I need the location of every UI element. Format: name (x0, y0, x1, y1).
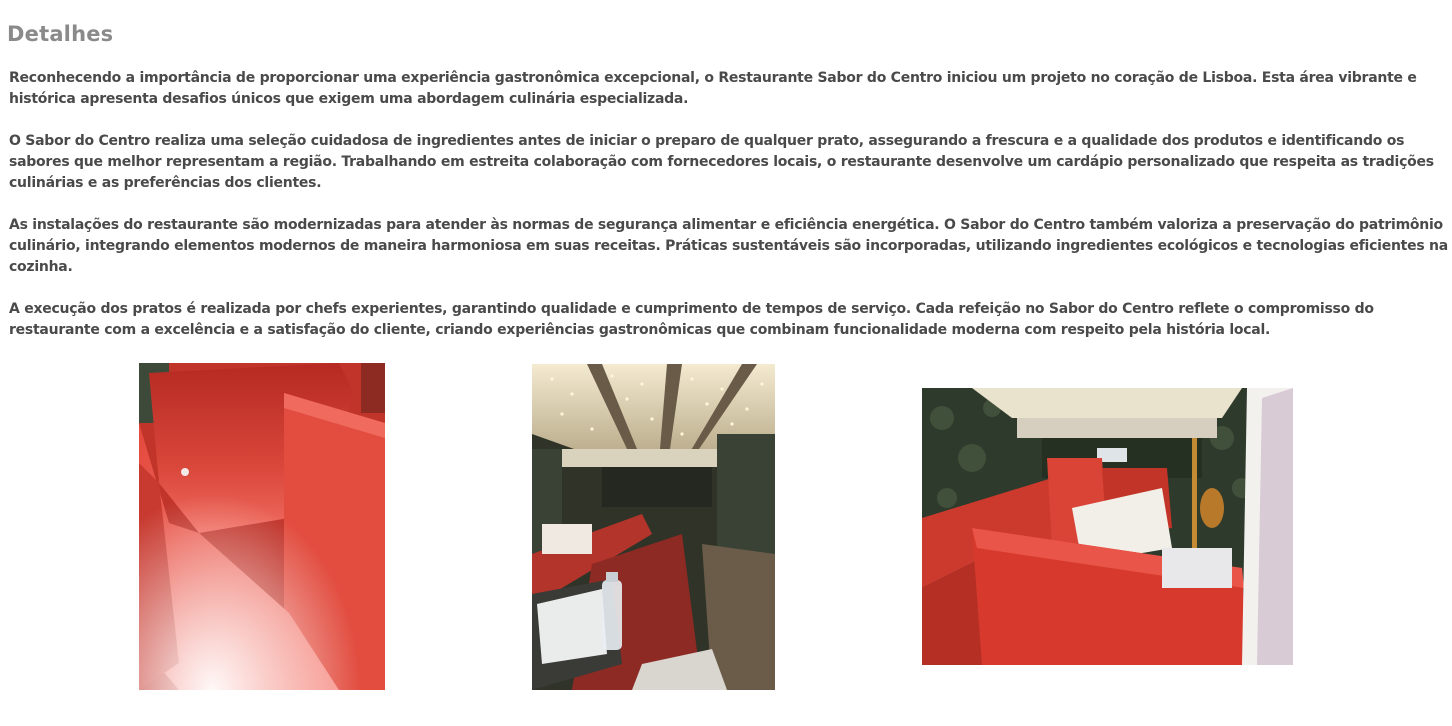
dining-room-lights-photo[interactable] (532, 364, 775, 690)
red-counter-photo[interactable] (922, 388, 1293, 665)
paragraph-3: As instalações do restaurante são modernizadas para atender às normas de segurança alimentar e eficiência energética. O Sabor do Centro também valoriza a preservação do patrimônio culinário, integrando elementos modernos de maneira harmoniosa em suas receitas. Práticas sustentáveis são incorporadas, utilizando ingredientes ecológicos e tecnologias eficientes na cozinha. (9, 217, 1448, 275)
red-booth-image (139, 363, 385, 690)
paragraph-2: O Sabor do Centro realiza uma seleção cuidadosa de ingredientes antes de iniciar o preparo de qualquer prato, assegurando a frescura e a qualidade dos produtos e identificando os sabores que melhor representam a região. Trabalhando em estreita colaboração com fornecedores locais, o restaurante desenvolve um cardápio personalizado que respeita as tradições culinárias e as preferências dos clientes. (9, 133, 1434, 191)
paragraph-1: Reconhecendo a importância de proporcionar uma experiência gastronômica excepcional, o Restaurante Sabor do Centro iniciou um projeto no coração de Lisboa. Esta área vibrante e histórica apresenta desafios únicos que exigem uma abordagem culinária especializada. (9, 70, 1417, 107)
paragraph-4: A execução dos pratos é realizada por chefs experientes, garantindo qualidade e cumprimento de tempos de serviço. Cada refeição no Sabor do Centro reflete o compromisso do restaurante com a excelência e a satisfação do cliente, criando experiências gastronômicas que combinam funcionalidade moderna com respeito pela história local. (9, 301, 1374, 338)
red-booth-photo[interactable] (139, 363, 385, 690)
section-body (9, 68, 1449, 362)
red-counter-image (922, 388, 1293, 665)
dining-room-image (532, 364, 775, 690)
section-title: Detalhes (7, 22, 114, 46)
